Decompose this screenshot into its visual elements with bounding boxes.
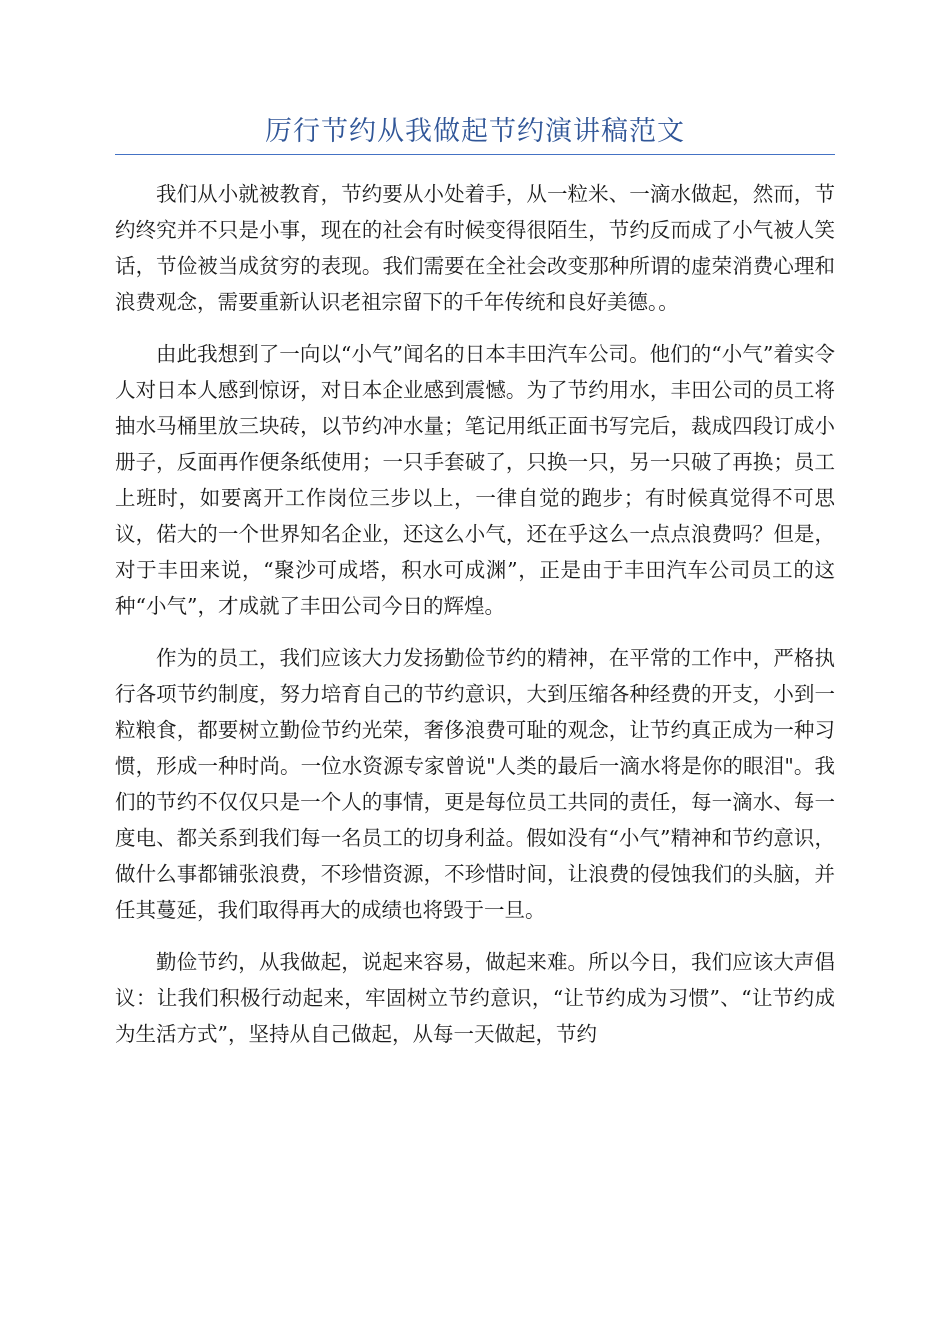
document-title: 厉行节约从我做起节约演讲稿范文 — [265, 116, 685, 147]
paragraph-3: 作为的员工，我们应该大力发扬勤俭节约的精神，在平常的工作中，严格执行各项节约制度，努力培育自己的节约意识，大到压缩各种经费的开支，小到一粒粮食，都要树立勤俭节约光荣，奢侈浪费可耻的观念，让节约真正成为一种习惯，形成一种时尚。一位水资源专家曾说"人类的最后一滴水将是你的眼泪"。我们的节约不仅仅只是一个人的事情，更是每位员工共同的责任，每一滴水、每一度电、都关系到我们每一名员工的切身利益。假如没有“小气”精神和节约意识，做什么事都铺张浪费，不珍惜资源，不珍惜时间，让浪费的侵蚀我们的头脑，并任其蔓延，我们取得再大的成绩也将毁于一旦。 — [115, 646, 835, 922]
title-underline — [115, 154, 835, 155]
paragraph-4: 勤俭节约，从我做起，说起来容易，做起来难。所以今日，我们应该大声倡议：让我们积极行动起来，牢固树立节约意识，“让节约成为习惯”、“让节约成为生活方式”，坚持从自己做起，从每一天做起，节约 — [115, 950, 835, 1046]
paragraph-1: 我们从小就被教育，节约要从小处着手，从一粒米、一滴水做起，然而，节约终究并不只是小事，现在的社会有时候变得很陌生，节约反而成了小气被人笑话，节俭被当成贫穷的表现。我们需要在全社会改变那种所谓的虚荣消费心理和浪费观念，需要重新认识老祖宗留下的千年传统和良好美德。。 — [115, 182, 835, 314]
document-body — [115, 176, 835, 1068]
paragraph-2: 由此我想到了一向以“小气”闻名的日本丰田汽车公司。他们的“小气”着实令人对日本人感到惊讶，对日本企业感到震憾。为了节约用水，丰田公司的员工将抽水马桶里放三块砖，以节约冲水量；笔记用纸正面书写完后，裁成四段订成小册子，反面再作便条纸使用；一只手套破了，只换一只，另一只破了再换；员工上班时，如要离开工作岗位三步以上，一律自觉的跑步；有时候真觉得不可思议，偌大的一个世界知名企业，还这么小气，还在乎这么一点点浪费吗？但是，对于丰田来说，“聚沙可成塔，积水可成渊”，正是由于丰田汽车公司员工的这种“小气”，才成就了丰田公司今日的辉煌。 — [115, 342, 835, 618]
